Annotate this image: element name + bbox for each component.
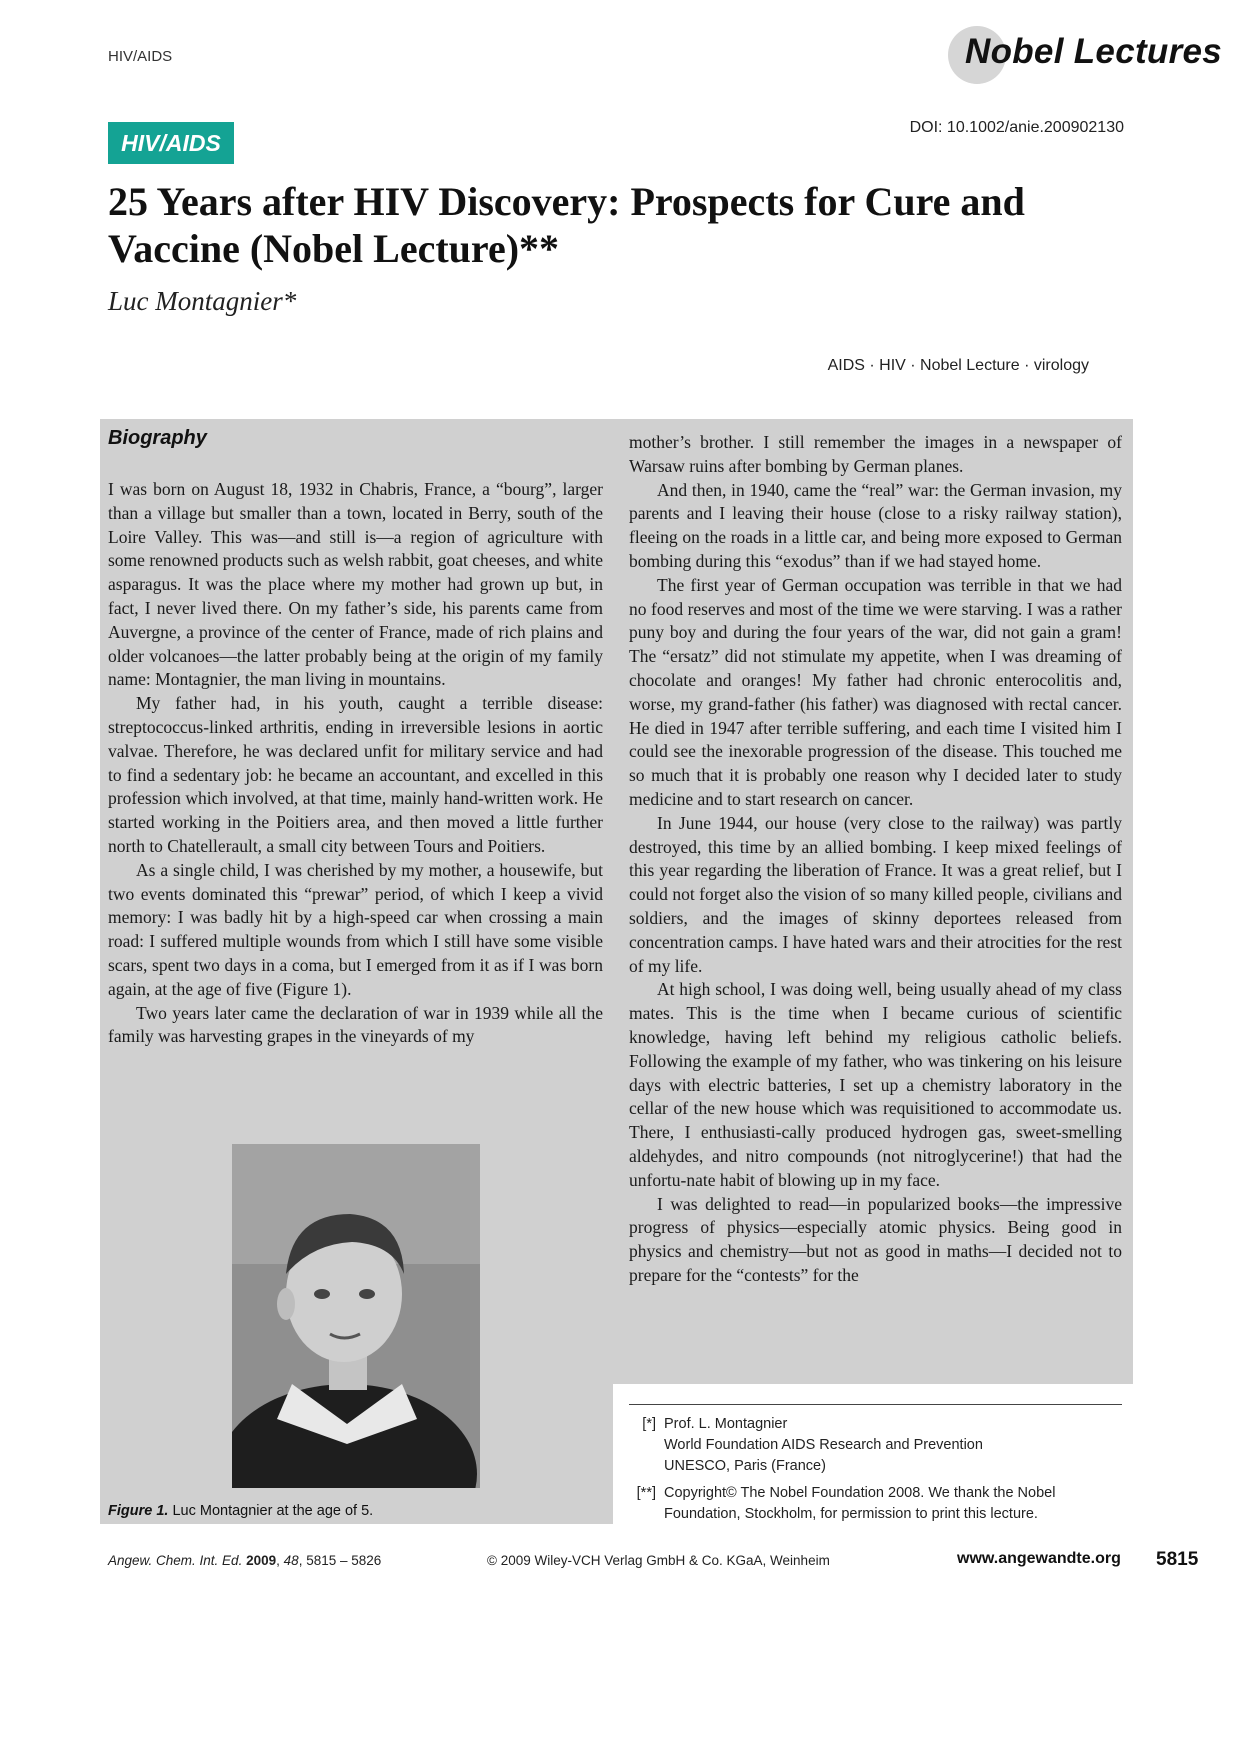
footnote-line: World Foundation AIDS Research and Prevention — [664, 1437, 983, 1453]
footnote-mark: [**] — [636, 1485, 656, 1501]
journal-volume: 48 — [283, 1553, 299, 1568]
footnote — [629, 1483, 1129, 1525]
paragraph: Two years later came the declaration of war in 1939 while all the family was harvesting grapes in the vineyards of my — [108, 1002, 603, 1047]
footnote-mark: [*] — [642, 1416, 656, 1432]
footnote-line: Foundation, Stockholm, for permission to print this lecture. — [664, 1506, 1038, 1522]
figure-1-photo — [232, 1144, 480, 1488]
footnote-line: Copyright© The Nobel Foundation 2008. We thank the Nobel — [664, 1485, 1056, 1501]
figure-caption-text: Luc Montagnier at the age of 5. — [172, 1503, 374, 1519]
paragraph: I was born on August 18, 1932 in Chabris, France, a “bourg”, larger than a village but smaller than a town, located in Berry, south of the Loire Valley. This was—and still is—a region of agriculture with some renowned products such as welsh rabbit, goat cheeses, and white asparagus. It was the place where my mother had grown up but, in fact, I never lived there. On my father’s side, his parents came from Auvergne, a province of the center of France, made of rich plains and older volcanoes—the latter probably being at the origin of my family name: Montagnier, the man living in mountains. — [108, 479, 603, 690]
journal-citation: Angew. Chem. Int. Ed. 2009, 48, 5815 – 5826 — [108, 1553, 382, 1568]
journal-url[interactable]: www.angewandte.org — [957, 1550, 1121, 1567]
journal-name: Angew. Chem. Int. Ed. — [108, 1553, 243, 1568]
paragraph: And then, in 1940, came the “real” war: the German invasion, my parents and I leaving their house (close to a risky railway station), fleeing on the roads in a little car, and being more exposed to German bombing during this “exodus” than if we had stayed home. — [629, 479, 1122, 571]
figure-1-caption — [108, 1503, 373, 1519]
footnote-divider — [629, 1404, 1122, 1405]
biography-right-column — [629, 431, 1122, 1288]
footnote-text — [664, 1483, 1055, 1525]
journal-year: 2009 — [246, 1553, 277, 1568]
keywords: AIDS · HIV · Nobel Lecture · virology — [827, 357, 1089, 374]
doi[interactable]: DOI: 10.1002/anie.200902130 — [909, 119, 1124, 136]
biography-left-column — [108, 478, 603, 1049]
footnote — [629, 1414, 1129, 1477]
paragraph: mother’s brother. I still remember the images in a newspaper of Warsaw ruins after bombing by German planes. — [629, 432, 1122, 476]
topic-tag: HIV/AIDS — [108, 122, 234, 164]
paragraph: The first year of German occupation was terrible in that we had no food reserves and most of the time we were starving. I was a rather puny boy and during the four years of the war, did not gain a gram! The “ersatz” did not stimulate my appetite, when I was dreaming of chocolate and oranges! My father had chronic enterocolitis and, worse, my grand-father (his father) was diagnosed with rectal cancer. He died in 1947 after terrible suffering, and each time I visited him I could see the inexorable progression of the disease. This touched me so much that it is probably one reason why I decided later to study medicine and to start research on cancer. — [629, 574, 1122, 809]
footnotes — [629, 1414, 1129, 1531]
footnote-text — [664, 1414, 983, 1477]
paragraph: I was delighted to read—in popularized books—the impressive progress of physics—especially atomic physics. Being good in physics and chemistry—but not as good in maths—I decided not to prepare for the “contests” for the — [629, 1193, 1122, 1285]
footnote-line: UNESCO, Paris (France) — [664, 1458, 826, 1474]
author-name: Luc Montagnier* — [108, 286, 297, 316]
paragraph: At high school, I was doing well, being usually ahead of my class mates. This is the time when I became curious of scientific knowledge, having left behind my religious catholic beliefs. Following the example of my father, who was tinkering on his leisure days with electric batteries, I set up a chemistry laboratory in the cellar of the new house which was requisitioned to accommodate us. There, I enthusiasti-cally produced hydrogen gas, sweet-smelling aldehydes, and nitro compounds (not nitroglycerine!) that had the unfortu-nate habit of blowing up in my face. — [629, 979, 1122, 1190]
footnote-line: Prof. L. Montagnier — [664, 1416, 788, 1432]
article-title: 25 Years after HIV Discovery: Prospects for Cure and Vaccine (Nobel Lecture)** — [108, 179, 1025, 271]
page-number: 5815 — [1156, 1549, 1199, 1570]
paragraph: My father had, in his youth, caught a terrible disease: streptococcus-linked arthritis, ending in irreversible lesions in aortic valvae. Therefore, he was declared unfit for military service and had to find a sedentary job: he became an accountant, and excelled in this profession which involved, at that time, mainly hand-written work. He started working in the Poitiers area, and then moved a little further north to Chatellerault, a small city between Tours and Poitiers. — [108, 693, 603, 856]
paragraph: In June 1944, our house (very close to the railway) was partly destroyed, this time by an allied bombing. I keep mixed feelings of this year regarding the liberation of France. It was a great relief, but I could not forget also the vision of so many killed people, civilians and soldiers, and the images of skinny deportees released from concentration camps. I have hated wars and their atrocities for the rest of my life. — [629, 812, 1122, 976]
biography-heading: Biography — [108, 427, 207, 449]
child-portrait-image — [232, 1144, 480, 1488]
publisher-copyright: © 2009 Wiley-VCH Verlag GmbH & Co. KGaA, Weinheim — [487, 1553, 830, 1568]
journal-pages: 5815 – 5826 — [306, 1553, 382, 1568]
paragraph: As a single child, I was cherished by my mother, a housewife, but two events dominated this “prewar” period, of which I keep a vivid memory: I was badly hit by a high-speed car when crossing a main road: I suffered multiple wounds from which I still have some visible scars, spent two days in a coma, but I emerged from it as if I was born again, at the age of five (Figure 1). — [108, 859, 603, 999]
section-name: Nobel Lectures — [965, 32, 1223, 71]
figure-label: Figure 1. — [108, 1503, 169, 1519]
running-head: HIV/AIDS — [108, 48, 173, 65]
